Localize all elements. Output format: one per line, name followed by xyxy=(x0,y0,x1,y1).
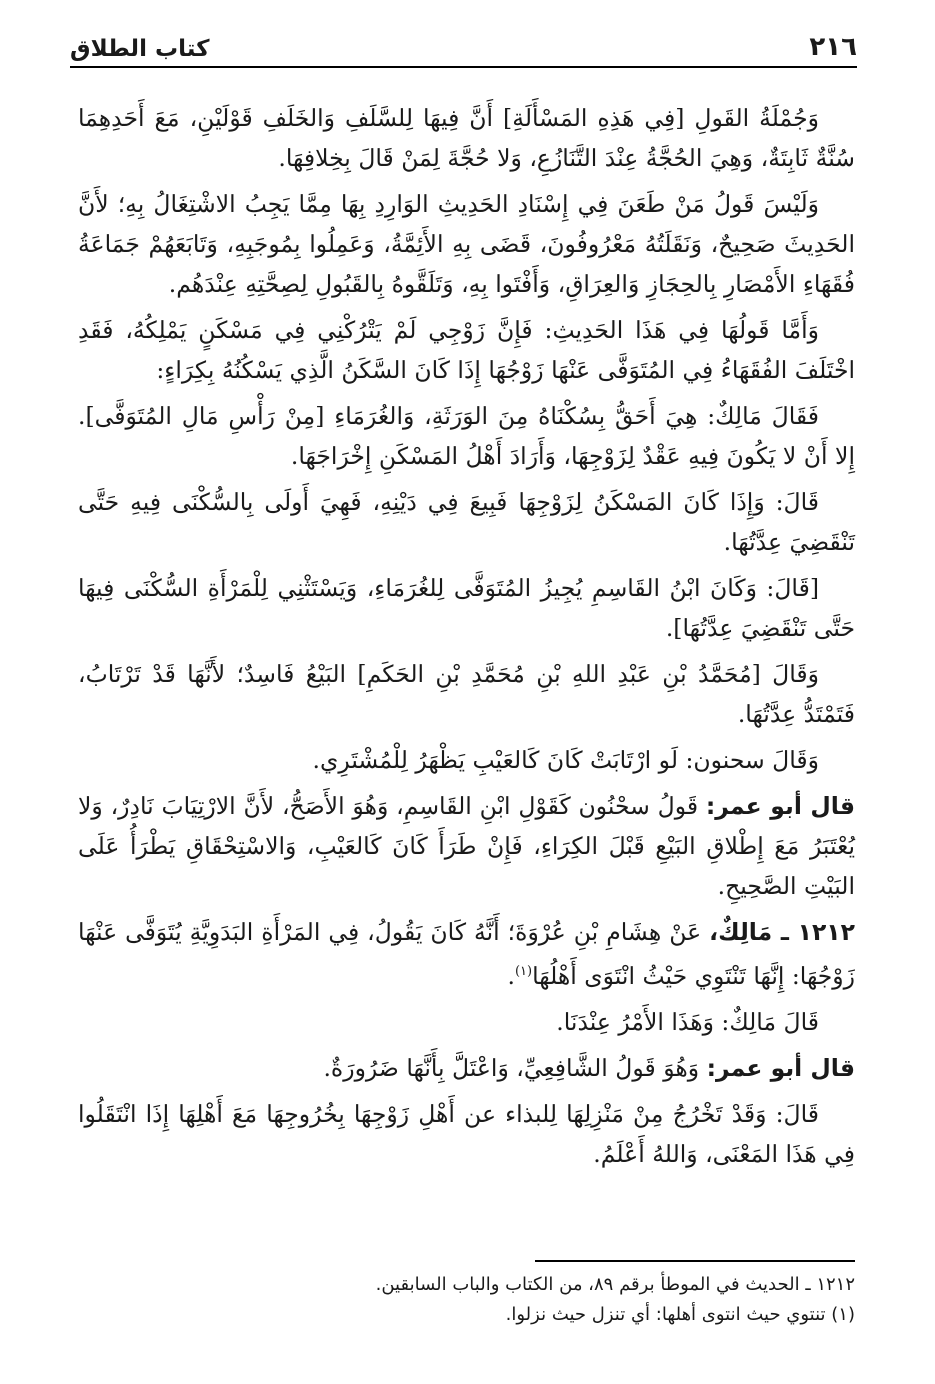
footnote-1: (١) تنتوي حيث انتوى أهلها: أي تنزل حيث نزلوا. xyxy=(505,1304,855,1325)
paragraph-12: قال أبو عمر: وَهُوَ قَولُ الشَّافِعِيِّ، وَاعْتَلَّ بِأَنَّهَا ضَرُورَةٌ. xyxy=(323,1053,855,1082)
paragraph-4: فَقَالَ مَالِكٌ: هِيَ أَحَقُّ بِسُكْنَاهُ مِنَ الوَرَثَةِ، وَالغُرَمَاءِ [مِنْ رَأْسِ مَالِ المُتَوَفَّى]. إِلا أَنْ لا يَكُونَ فِيهِ عَقْدٌ لِزَوْجِهَا، وَأَرَادَ أَهْلُ المَسْكَنِ إِخْرَاجَهَا. xyxy=(78,402,855,470)
footnotes xyxy=(78,1270,855,1330)
hadith-1212: ١٢١٢ ـ مَالِكٌ، عَنْ هِشَامِ بْنِ عُرْوَةَ؛ أَنَّهُ كَانَ يَقُولُ، فِي المَرْأَةِ البَدَوِيَّةِ يُتَوَفَّى عَنْهَا زَوْجُهَا: إِنَّهَا تَنْتَوِي حَيْثُ انْتَوَى أَهْلُهَا$^{(١)}$. xyxy=(78,918,855,990)
speaker-label: قال أبو عمر: xyxy=(705,792,855,820)
page-header xyxy=(70,28,857,68)
speaker-label: قال أبو عمر: xyxy=(706,1053,855,1082)
paragraph-6: [قَالَ: وَكَانَ ابْنُ القَاسِمِ يُجِيزُ المُتَوَفَّى لِلغُرَمَاءِ، وَيَسْتَثْنِي لِلْمَرْأَةِ السُّكْنَى فِيهَا حَتَّى تَنْقَضِيَ عِدَّتُهَا]. xyxy=(78,574,855,642)
paragraph-3: وَأَمَّا قَولُهَا فِي هَذَا الحَدِيثِ: فَإِنَّ زَوْجِي لَمْ يَتْرُكْنِي فِي مَسْكَنٍ يَمْلِكُهُ، فَقَدِ اخْتَلَفَ الفُقَهَاءُ فِي المُتَوَفَّى عَنْهَا زَوْجُهَا إِذَا كَانَ السَّكَنُ الَّذِي يَسْكُنُهُ بِكِرَاءٍ: xyxy=(78,316,855,384)
paragraph-1: وَجُمْلَةُ القَولِ [فِي هَذِهِ المَسْأَلَةِ] أَنَّ فِيهَا لِلسَّلَفِ وَالخَلَفِ قَوْلَيْنِ، مَعَ أَحَدِهِمَا سُنَّةٌ ثَابِتَةٌ، وَهِيَ الحُجَّةُ عِنْدَ التَّنَازُعِ، وَلا حُجَّةَ لِمَنْ قَالَ بِخِلافِهَا. xyxy=(78,104,855,172)
paragraph-2: وَلَيْسَ قَولُ مَنْ طَعَنَ فِي إِسْنَادِ الحَدِيثِ الوَارِدِ بِهَا مِمَّا يَجِبُ الاشْتِغَالُ بِهِ؛ لأَنَّ الحَدِيثَ صَحِيحٌ، وَنَقَلَتُهُ مَعْرُوفُونَ، قَضَى بِهِ الأَئِمَّةُ، وَعَمِلُوا بِمُوجَبِهِ، وَتَابَعَهُمْ جَمَاعَةُ فُقَهَاءِ الأَمْصَارِ بِالحِجَازِ وَالعِرَاقِ، وَأَفْتَوا بِهِ، وَتَلَقَّوهُ بِالقَبُولِ لِصِحَّتِهِ عِنْدَهُم. xyxy=(78,190,855,298)
page-number: ٢١٦ xyxy=(809,32,857,62)
paragraph-9: قال أبو عمر: قَولُ سحْنُون كَقَوْلِ ابْنِ القَاسِمِ، وَهُوَ الأَصَحُّ، لأَنَّ الارْتِيَابَ نَادِرٌ، وَلا يُعْتَبَرُ مَعَ إِطْلاقِ البَيْعِ قَبْلَ الكِرَاءِ، فَإِنْ طَرَأَ كَانَ كَالعَيْبِ، وَالاسْتِحْقَاقِ يَطْرَأُ عَلَى البَيْتِ الصَّحِيحِ. xyxy=(78,792,855,900)
footnote-separator xyxy=(535,1260,855,1262)
footnote-source: ١٢١٢ ـ الحديث في الموطأ برقم ٨٩، من الكتاب والباب السابقين. xyxy=(375,1274,855,1295)
paragraph-11: قَالَ مَالِكٌ: وَهَذَا الأَمْرُ عِنْدَنَا. xyxy=(556,1007,819,1036)
paragraph-13: قَالَ: وَقَدْ تَخْرُجُ مِنْ مَنْزِلِهَا لِلبذاء عن أَهْلِ زَوْجِهَا بِخُرُوجِهَا مَعَ أَهْلِهَا إِذَا انْتَقَلُوا فِي هَذَا المَعْنَى، وَاللهُ أَعْلَمُ. xyxy=(78,1099,855,1168)
footnote-marker: (١) xyxy=(514,964,533,979)
paragraph-8: وَقَالَ سحنون: لَو ارْتَابَتْ كَانَ كَالعَيْبِ يَظْهَرُ لِلْمُشْتَرِي. xyxy=(312,746,819,774)
main-text xyxy=(78,98,855,1180)
paragraph-5: قَالَ: وَإِذَا كَانَ المَسْكَنُ لِزَوْجِهَا فَبِيعَ فِي دَيْنِهِ، فَهِيَ أَولَى بِالسُّكْنَى فِيهِ حَتَّى تَنْقَضِيَ عِدَّتُهَا. xyxy=(78,488,855,556)
hadith-number: ١٢١٢ ـ مَالِكٌ، xyxy=(709,918,855,946)
paragraph-7: وَقَالَ [مُحَمَّدُ بْنِ عَبْدِ اللهِ بْنِ مُحَمَّدِ بْنِ الحَكَمِ] البَيْعُ فَاسِدٌ؛ لأَنَّهَا قَدْ تَرْتَابُ، فَتَمْتَدُّ عِدَّتُهَا. xyxy=(78,660,855,728)
running-title: كتاب الطلاق xyxy=(70,36,210,62)
